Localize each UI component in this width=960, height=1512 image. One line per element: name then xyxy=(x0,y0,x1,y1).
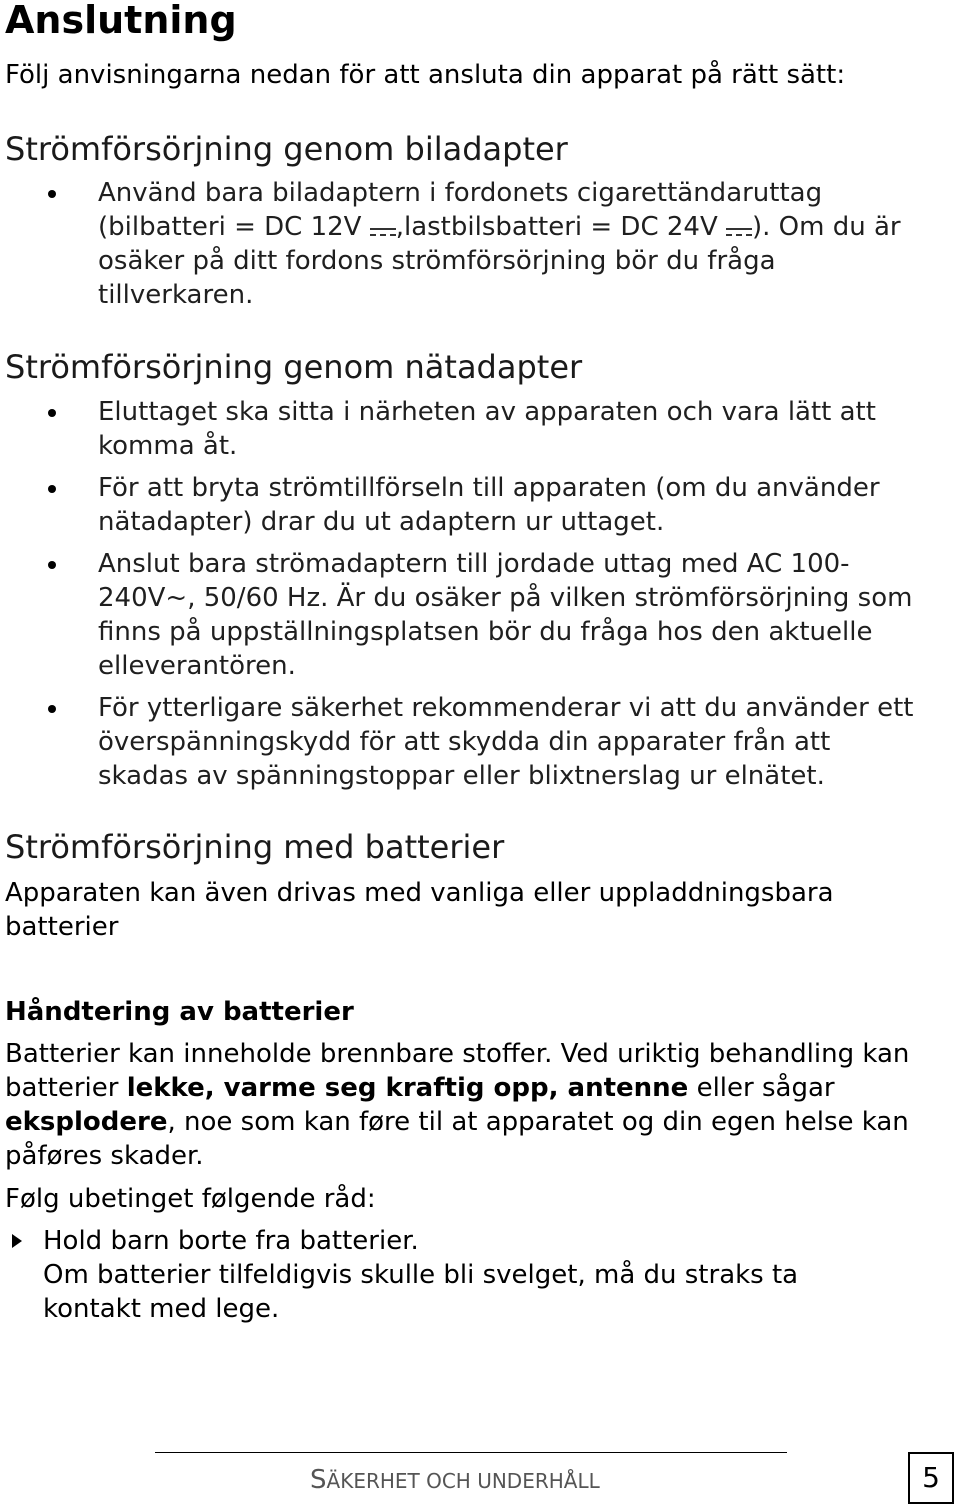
list-item: Hold barn borte fra batterier. Om batterier tilfeldigvis skulle bli svelget, må du straks ta kontakt med lege. xyxy=(0,1224,903,1326)
mains-adapter-list xyxy=(0,395,928,793)
battery-text: Apparaten kan även drivas med vanliga eller uppladdningsbara batterier xyxy=(5,878,834,942)
bullet-icon xyxy=(48,485,56,493)
arrow-bullet-icon xyxy=(12,1234,22,1248)
page-title: Anslutning xyxy=(5,0,237,42)
list-item: Anslut bara strömadaptern till jordade uttag med AC 100-240V~, 50/60 Hz. Är du osäker på vilken strömförsörjning som finns på uppställningsplatsen bör du fråga hos den aktuelle elleverantören. xyxy=(0,547,928,683)
heading-batteries: Strömförsörjning med batterier xyxy=(5,828,505,866)
advice-list xyxy=(0,1224,903,1326)
heading-battery-handling: Håndtering av batterier xyxy=(5,997,354,1027)
list-item: Använd bara biladaptern i fordonets cigarettändaruttag (bilbatteri = DC 12V ,lastbilsbatteri = DC 24V ). Om du är osäker på ditt fordons strömförsörjning bör du fråga tillverkaren. xyxy=(0,176,928,312)
intro-text: Följ anvisningarna nedan för att ansluta din apparat på rätt sätt: xyxy=(5,60,846,90)
car-adapter-list xyxy=(0,176,928,312)
page-number: 5 xyxy=(908,1452,954,1504)
footer-divider xyxy=(155,1452,787,1453)
list-item: För ytterligare säkerhet rekommenderar vi att du använder ett överspänningskydd för att skydda din apparater från att skadas av spänningstoppar eller blixtnerslag ur elnätet. xyxy=(0,691,928,793)
battery-warning-text: Batterier kan inneholde brennbare stoffer. Ved uriktig behandling kan batterier lekke, varme seg kraftig opp, antenne eller sågar eksplodere, noe som kan føre til at apparatet og din egen helse kan påføres skader. xyxy=(5,1039,910,1171)
list-item: Eluttaget ska sitta i närheten av apparaten och vara lätt att komma åt. xyxy=(0,395,928,463)
bullet-icon xyxy=(48,409,56,417)
heading-car-adapter: Strömförsörjning genom biladapter xyxy=(5,130,568,168)
bullet-icon xyxy=(48,190,56,198)
list-item: För att bryta strömtillförseln till apparaten (om du använder nätadapter) drar du ut adaptern ur uttaget. xyxy=(0,471,928,539)
footer-section-title: SÄKERHET OCH UNDERHÅLL xyxy=(310,1465,600,1495)
heading-mains-adapter: Strömförsörjning genom nätadapter xyxy=(5,348,583,386)
dc-symbol-icon xyxy=(726,225,752,239)
bullet-icon xyxy=(48,705,56,713)
dc-symbol-icon xyxy=(370,225,396,239)
bullet-icon xyxy=(48,561,56,569)
advice-intro: Følg ubetinget følgende råd: xyxy=(5,1184,376,1214)
